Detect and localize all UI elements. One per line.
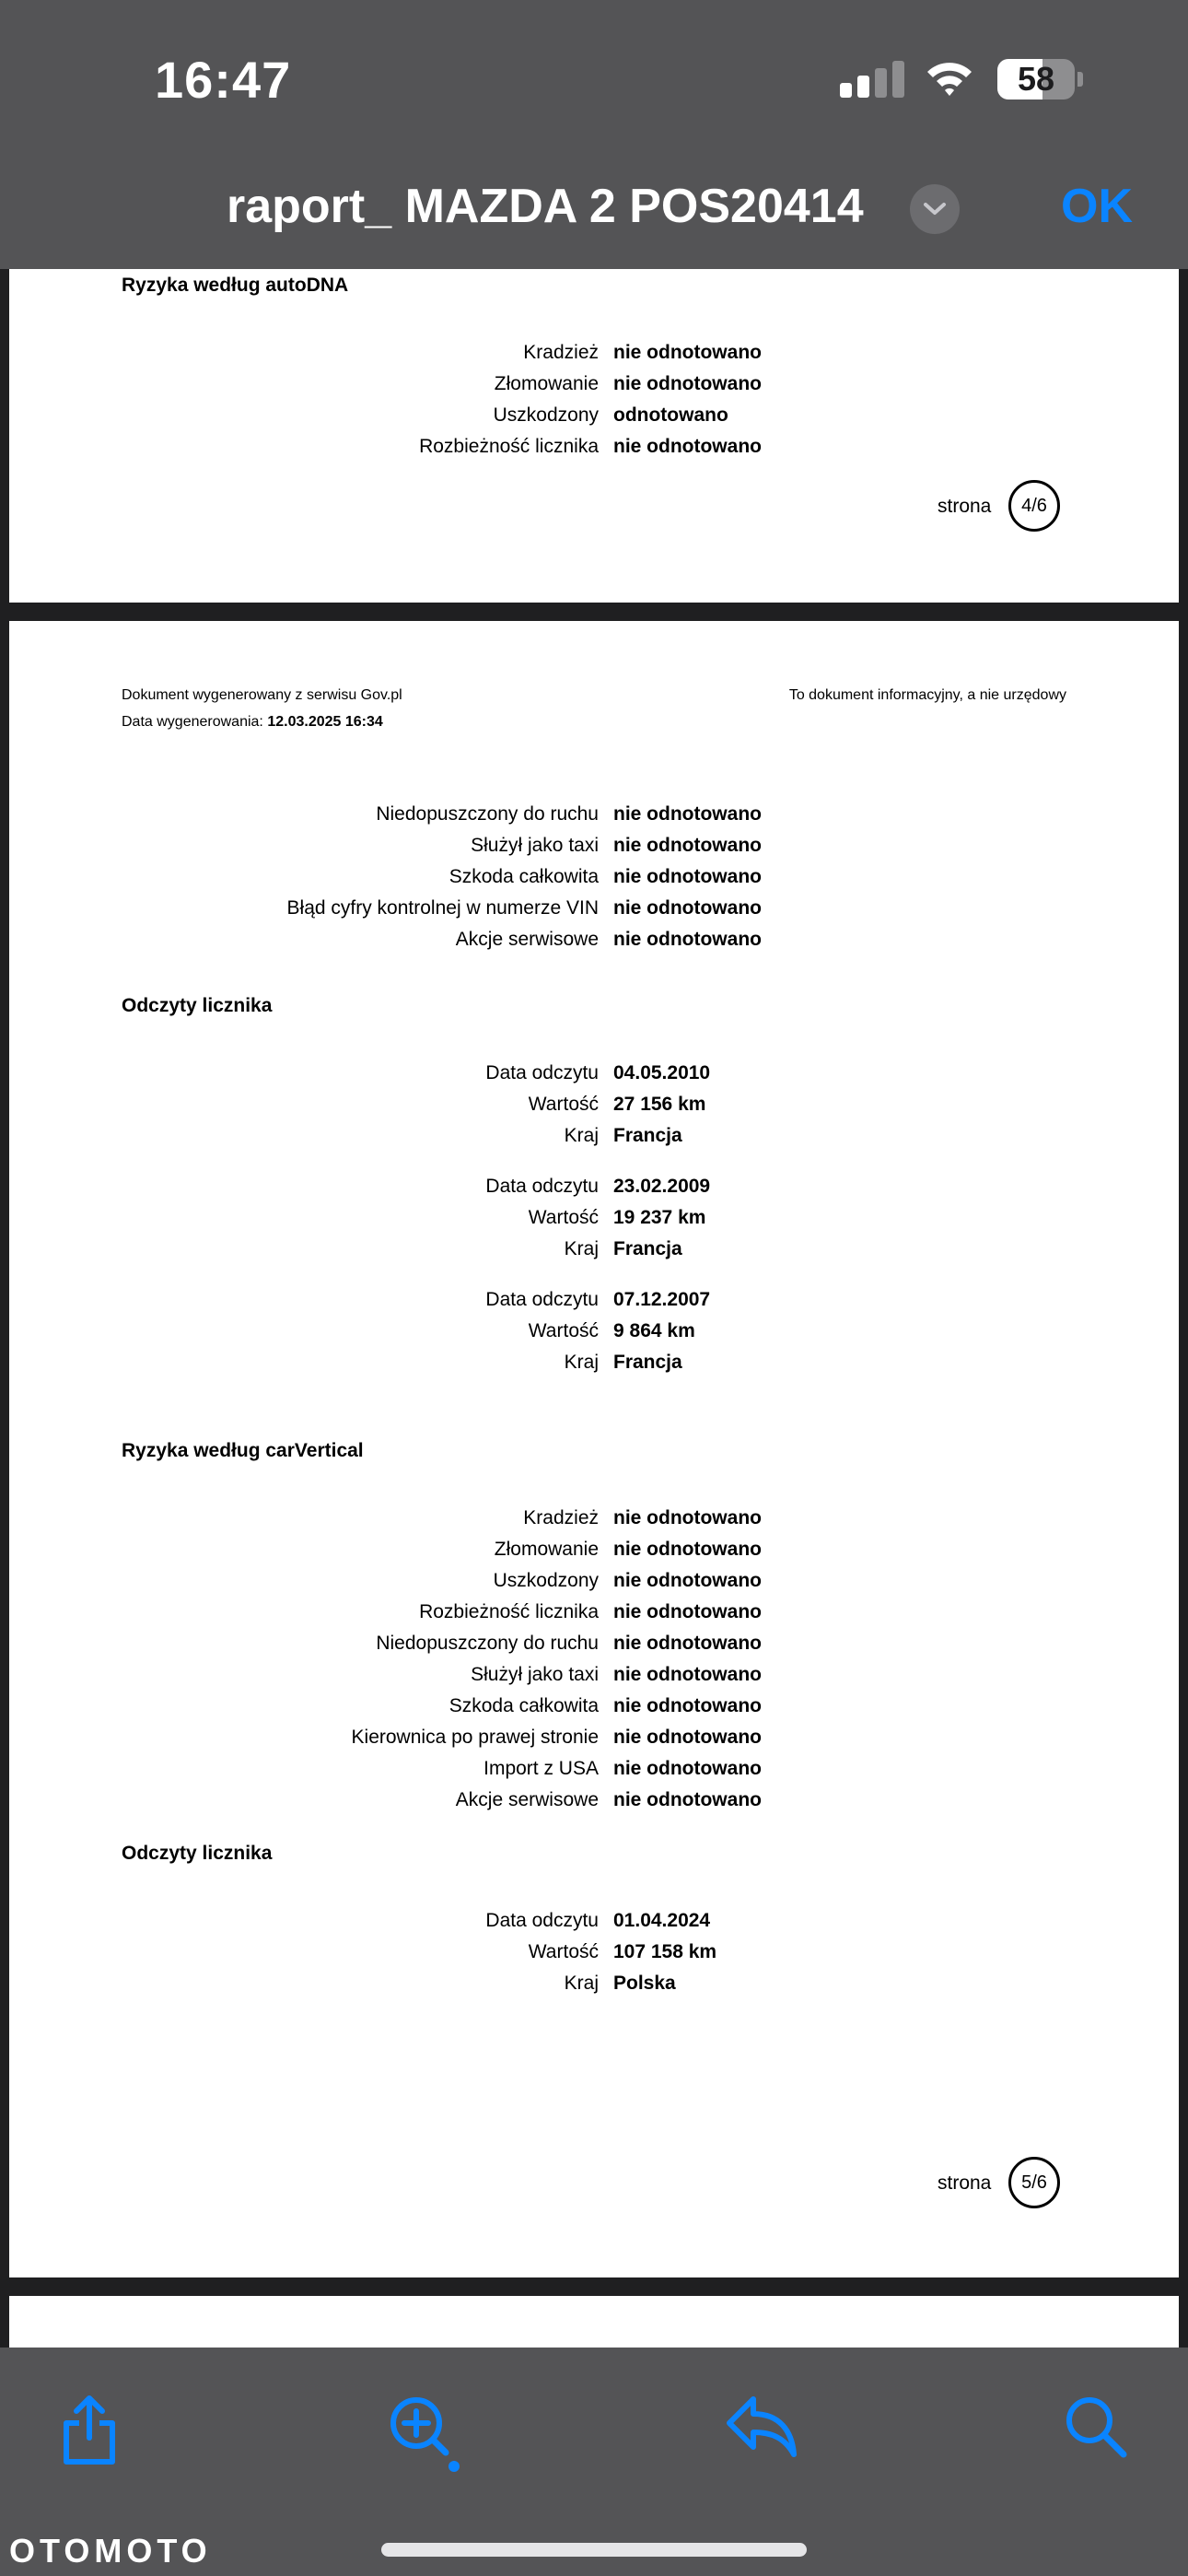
share-icon	[57, 2394, 122, 2467]
autodna-risk-list	[9, 337, 1179, 463]
zoom-button[interactable]	[385, 2394, 460, 2476]
odometer-readings-list-2	[9, 1905, 1179, 1999]
odometer-readings-list	[9, 1058, 1179, 1378]
odometer-reading: Data odczytu 23.02.2009 Wartość 19 237 km Kraj Francja	[485, 1176, 711, 1259]
risk-row: Niedopuszczony do ruchu nie odnotowano	[376, 803, 762, 825]
risk-row: Kierownica po prawej stronie nie odnotowano	[351, 1727, 762, 1748]
risk-row: Rozbieżność licznika nie odnotowano	[419, 436, 762, 457]
cellular-signal-icon	[840, 61, 904, 98]
reply-button[interactable]	[724, 2394, 799, 2465]
section-title-odometer-readings-2: Odczyty licznika	[122, 1843, 273, 1864]
generated-source-note: Dokument wygenerowany z serwisu Gov.pl	[122, 687, 402, 703]
share-button[interactable]	[57, 2394, 122, 2470]
risk-row: Rozbieżność licznika nie odnotowano	[419, 1601, 762, 1622]
risk-row: Niedopuszczony do ruchu nie odnotowano	[376, 1633, 762, 1654]
page-number-badge: 4/6	[1008, 480, 1060, 532]
page-number-badge: 5/6	[1008, 2157, 1060, 2208]
search-icon	[1063, 2394, 1129, 2460]
reply-arrow-icon	[724, 2394, 799, 2462]
generated-date-line: Data wygenerowania: 12.03.2025 16:34	[122, 714, 383, 730]
risk-row: Akcje serwisowe nie odnotowano	[455, 929, 762, 950]
section-title-odometer-readings: Odczyty licznika	[122, 995, 273, 1016]
section-title-carvertical: Ryzyka według carVertical	[122, 1440, 364, 1461]
risk-row: Szkoda całkowita nie odnotowano	[448, 866, 762, 887]
risk-row: Kradzież nie odnotowano	[523, 1507, 762, 1528]
battery-level: 58	[1017, 60, 1055, 98]
battery-icon	[997, 59, 1075, 100]
risk-row: Służył jako taxi nie odnotowano	[471, 835, 762, 856]
search-button[interactable]	[1063, 2394, 1129, 2463]
risk-row: Akcje serwisowe nie odnotowano	[455, 1789, 762, 1810]
page-label: strona	[938, 2172, 992, 2194]
risk-row: Złomowanie nie odnotowano	[494, 373, 762, 394]
magnify-plus-icon	[385, 2394, 460, 2473]
generated-date: 12.03.2025 16:34	[267, 714, 383, 730]
pdf-page-4	[9, 269, 1179, 603]
section-title-autodna: Ryzyka według autoDNA	[122, 275, 349, 296]
battery-cap	[1077, 72, 1083, 87]
risk-row: Uszkodzony odnotowano	[493, 404, 728, 426]
otomoto-watermark: OTOMOTO	[9, 2532, 212, 2570]
carvertical-risk-list	[9, 1503, 1179, 1816]
wifi-icon	[924, 59, 975, 98]
informational-note: To dokument informacyjny, a nie urzędowy	[788, 687, 1066, 703]
pdf-page-5	[9, 621, 1179, 2277]
risk-list-continued	[9, 799, 1179, 955]
risk-row: Złomowanie nie odnotowano	[494, 1539, 762, 1560]
document-title[interactable]: raport_ MAZDA 2 POS20414	[227, 180, 864, 233]
risk-row: Błąd cyfry kontrolnej w numerze VIN nie odnotowano	[286, 897, 762, 919]
risk-row: Uszkodzony nie odnotowano	[493, 1570, 762, 1591]
status-time: 16:47	[155, 51, 292, 109]
odometer-reading: Data odczytu 07.12.2007 Wartość 9 864 km Kraj Francja	[485, 1289, 711, 1373]
top-bar	[0, 0, 1188, 269]
odometer-reading: Data odczytu 04.05.2010 Wartość 27 156 km Kraj Francja	[485, 1062, 711, 1146]
page-label: strona	[938, 496, 992, 517]
ok-button[interactable]: OK	[1061, 180, 1133, 233]
risk-row: Służył jako taxi nie odnotowano	[471, 1664, 762, 1685]
title-menu-button[interactable]	[910, 184, 960, 234]
home-indicator[interactable]	[381, 2543, 807, 2557]
chevron-down-icon	[923, 202, 947, 217]
odometer-reading: Data odczytu 01.04.2024 Wartość 107 158 km Kraj Polska	[485, 1910, 717, 1994]
risk-row: Szkoda całkowita nie odnotowano	[448, 1695, 762, 1716]
risk-row: Import z USA nie odnotowano	[483, 1758, 762, 1779]
pdf-page-6	[9, 2296, 1179, 2351]
risk-row: Kradzież nie odnotowano	[523, 342, 762, 363]
